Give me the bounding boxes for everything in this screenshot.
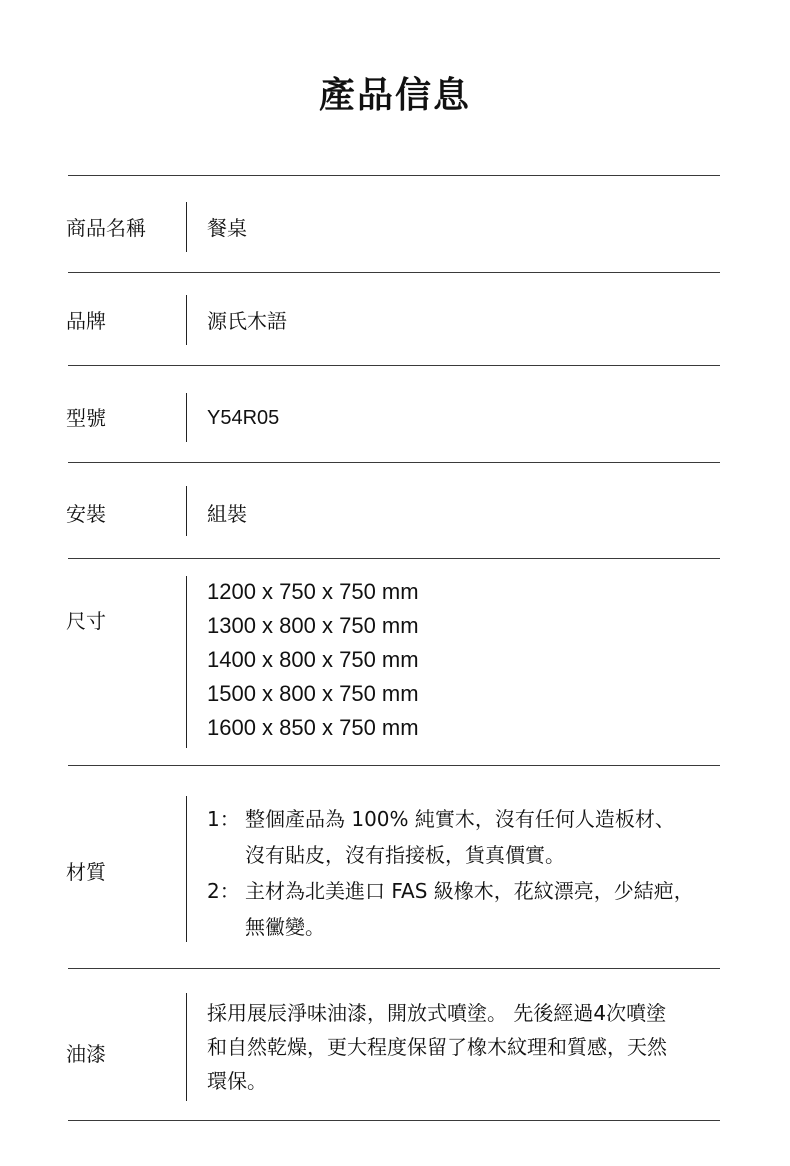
material-item-continuation: 無黴變。 <box>245 915 325 939</box>
column-divider <box>186 796 187 942</box>
column-divider <box>186 576 187 748</box>
material-item-continuation: 沒有貼皮，沒有指接板，貨真價實。 <box>245 843 565 867</box>
row-value-model: Y54R05 <box>207 407 280 429</box>
material-item-number: 2： <box>207 879 240 903</box>
row-label-size: 尺寸 <box>66 609 106 633</box>
row-label-brand: 品牌 <box>66 309 106 333</box>
row-label-name: 商品名稱 <box>66 216 146 240</box>
divider <box>68 1120 720 1121</box>
divider <box>68 558 720 559</box>
row-label-model: 型號 <box>66 406 106 430</box>
paint-description <box>207 996 667 1098</box>
divider <box>68 365 720 366</box>
row-value-install: 組裝 <box>207 502 247 526</box>
paint-line: 採用展辰淨味油漆，開放式噴塗。 先後經過4次噴塗 <box>207 1001 667 1025</box>
size-item: 1400 x 800 x 750 mm <box>207 647 419 672</box>
column-divider <box>186 295 187 345</box>
row-value-brand: 源氏木語 <box>207 309 287 333</box>
size-item: 1200 x 750 x 750 mm <box>207 579 419 604</box>
paint-line: 環保。 <box>207 1069 267 1093</box>
column-divider <box>186 202 187 252</box>
divider <box>68 968 720 969</box>
material-item-text: 整個產品為 100% 純實木，沒有任何人造板材、 <box>245 807 675 831</box>
material-list <box>207 801 694 945</box>
divider <box>68 175 720 176</box>
material-item-number: 1： <box>207 807 240 831</box>
size-item: 1300 x 800 x 750 mm <box>207 613 419 638</box>
divider <box>68 765 720 766</box>
row-label-material: 材質 <box>66 860 106 884</box>
paint-line: 和自然乾燥，更大程度保留了橡木紋理和質感，天然 <box>207 1035 667 1059</box>
material-item <box>207 873 694 909</box>
page-title: 產品信息 <box>318 75 471 116</box>
row-label-install: 安裝 <box>66 502 106 526</box>
material-item-text: 主材為北美進口 FAS 級橡木，花紋漂亮，少結疤， <box>245 879 694 903</box>
size-list <box>207 575 419 745</box>
row-label-paint: 油漆 <box>66 1042 106 1066</box>
size-item: 1600 x 850 x 750 mm <box>207 715 419 740</box>
column-divider <box>186 993 187 1101</box>
row-value-name: 餐桌 <box>207 216 247 240</box>
divider <box>68 272 720 273</box>
column-divider <box>186 486 187 536</box>
column-divider <box>186 393 187 442</box>
size-item: 1500 x 800 x 750 mm <box>207 681 419 706</box>
divider <box>68 462 720 463</box>
material-item <box>207 801 694 837</box>
